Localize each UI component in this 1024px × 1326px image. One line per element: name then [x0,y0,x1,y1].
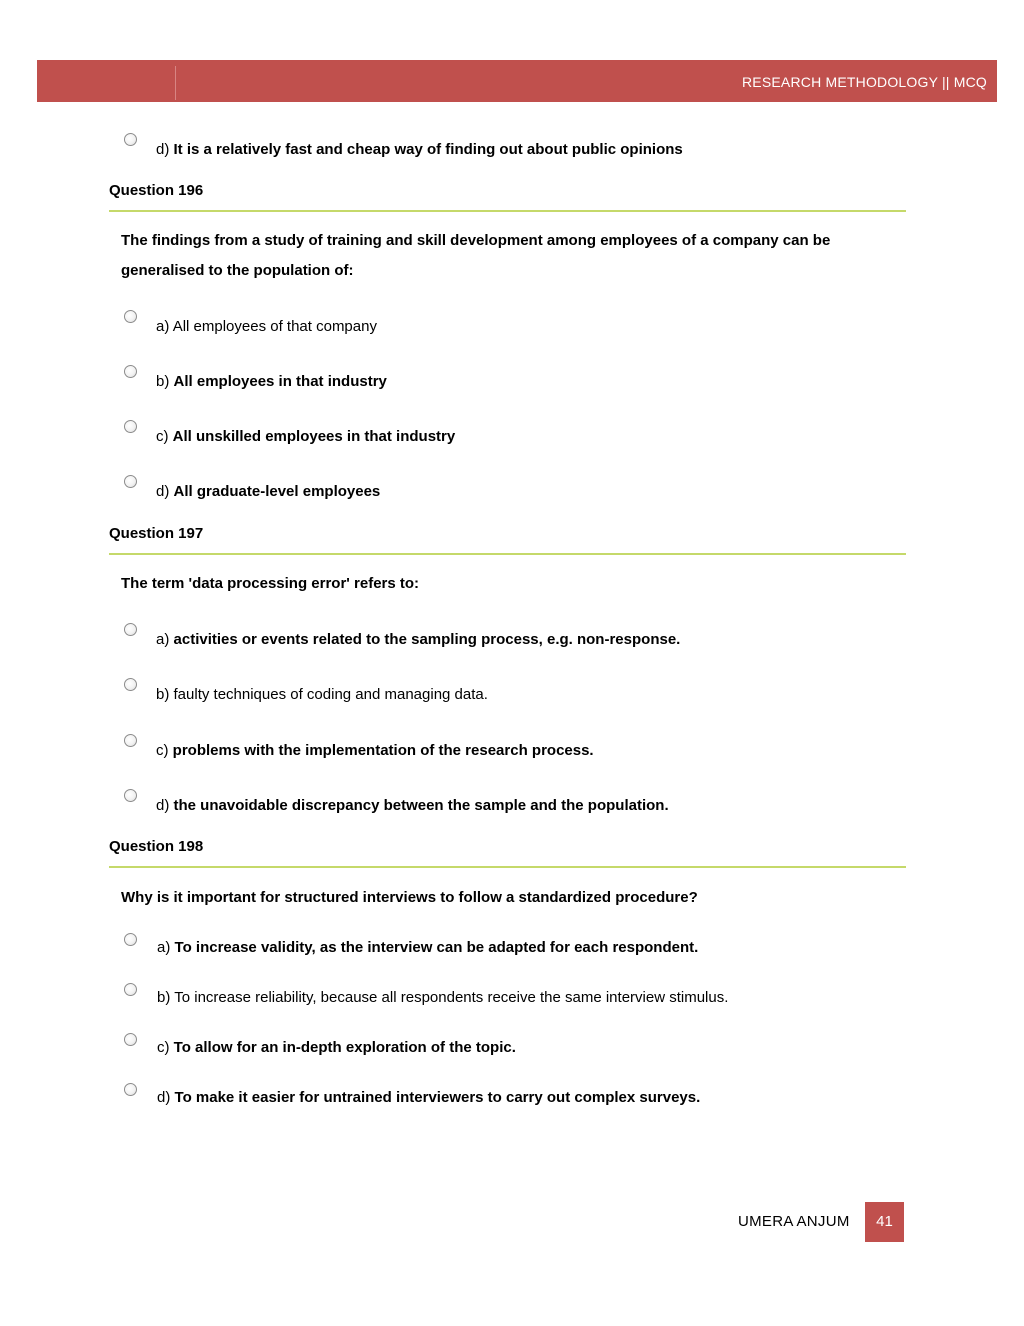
option-label: d) the unavoidable discrepancy between the sample and the population. [156,797,669,814]
option-label: a) All employees of that company [156,318,377,335]
question-divider [109,210,906,212]
radio-button-icon[interactable] [124,678,137,691]
header-title: RESEARCH METHODOLOGY || MCQ [742,74,987,90]
option-label: b) faulty techniques of coding and managing data. [156,686,488,703]
option-b[interactable] [0,979,1024,1009]
radio-button-icon[interactable] [124,365,137,378]
option-label: a) To increase validity, as the interview can be adapted for each respondent. [157,939,699,956]
footer-author: UMERA ANJUM [738,1213,850,1230]
option-c[interactable] [0,417,1024,447]
header-divider [175,66,176,100]
option-b[interactable] [0,675,1024,705]
option-label: c) All unskilled employees in that industry [156,428,456,445]
option-label: b) To increase reliability, because all respondents receive the same interview stimulus. [157,989,729,1006]
option-c[interactable] [0,731,1024,761]
radio-button-icon[interactable] [124,420,137,433]
option-carryover-d[interactable] [0,130,1024,160]
radio-button-icon[interactable] [124,475,137,488]
option-b[interactable] [0,362,1024,392]
option-label: d) It is a relatively fast and cheap way of finding out about public opinions [156,141,683,158]
option-d[interactable] [0,1079,1024,1109]
question-text: Why is it important for structured interviews to follow a standardized procedure? [121,889,698,906]
radio-button-icon[interactable] [124,623,137,636]
option-label: c) To allow for an in-depth exploration of the topic. [157,1039,516,1056]
radio-button-icon[interactable] [124,1033,137,1046]
question-text: The term 'data processing error' refers to: [121,575,420,592]
radio-button-icon[interactable] [124,983,137,996]
radio-button-icon[interactable] [124,133,137,146]
radio-button-icon[interactable] [124,933,137,946]
option-a[interactable] [0,929,1024,959]
option-label: d) To make it easier for untrained interviewers to carry out complex surveys. [157,1089,701,1106]
question-title: Question 198 [109,838,204,855]
option-label: b) All employees in that industry [156,373,387,390]
question-text: The findings from a study of training and skill development among employees of a company can be generalised to the population of: [121,232,831,279]
question-divider [109,866,906,868]
question-title: Question 196 [109,182,204,199]
option-d[interactable] [0,786,1024,816]
radio-button-icon[interactable] [124,789,137,802]
option-label: d) All graduate-level employees [156,483,381,500]
option-d[interactable] [0,472,1024,502]
question-title: Question 197 [109,525,204,542]
option-label: a) activities or events related to the sampling process, e.g. non-response. [156,631,681,648]
option-a[interactable] [0,307,1024,337]
option-c[interactable] [0,1029,1024,1059]
radio-button-icon[interactable] [124,1083,137,1096]
question-divider [109,553,906,555]
radio-button-icon[interactable] [124,734,137,747]
option-label: c) problems with the implementation of the research process. [156,742,594,759]
radio-button-icon[interactable] [124,310,137,323]
option-a[interactable] [0,620,1024,650]
page-number: 41 [865,1202,904,1242]
